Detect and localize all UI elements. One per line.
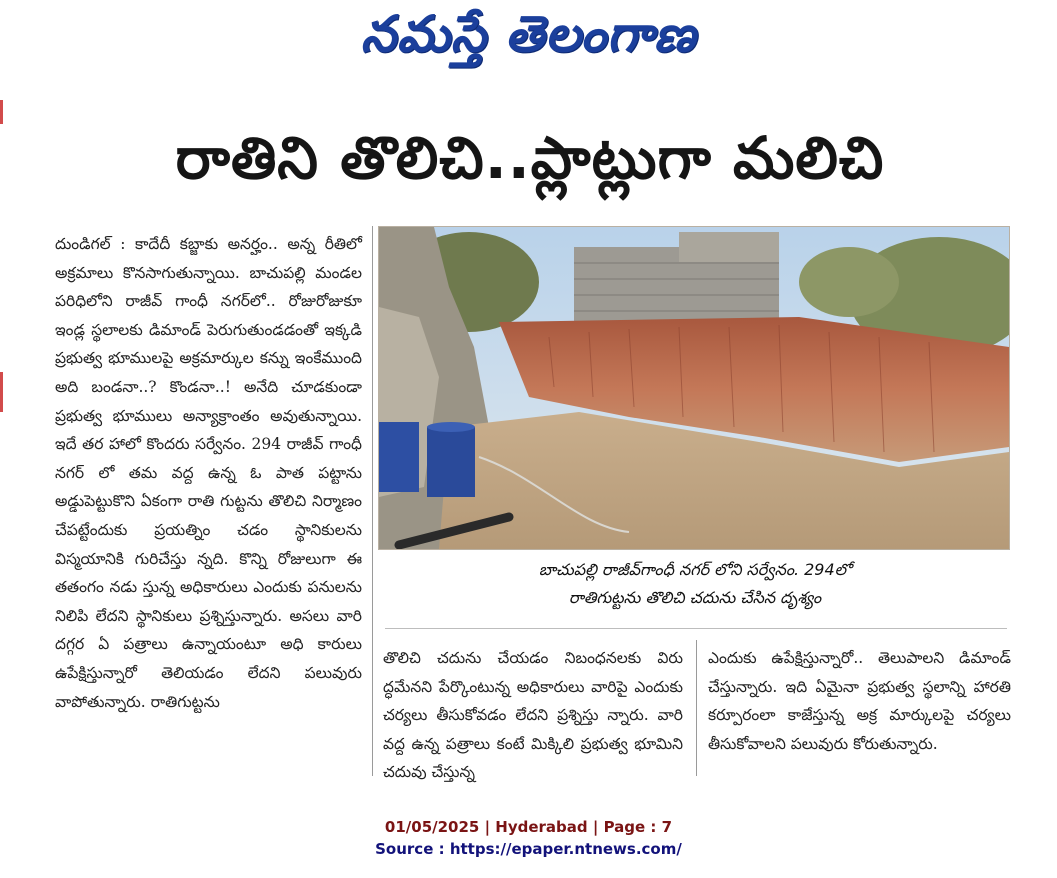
source-link[interactable]: Source : https://epaper.ntnews.com/ xyxy=(375,840,682,858)
column-rule xyxy=(372,226,373,776)
caption-divider xyxy=(385,628,1007,629)
page-edge-mark xyxy=(0,100,3,124)
photo-caption-line-1: బాచుపల్లి రాజీవ్‌గాంధీ నగర్ లోని సర్వేనం. 294లో xyxy=(538,560,852,579)
photo-caption-line-2: రాతిగుట్టను తొలిచి చదును చేసిన దృశ్యం xyxy=(568,588,822,607)
article-column-2: తొలిచి చదును చేయడం నిబంధనలకు విరు ద్ధమేనని పేర్కొంటున్న అధికారులు వారిపై ఎందుకు చర్యలు తీసుకోవడం లేదని ప్రశ్నిస్తు న్నారు. వారి వద్ద ఉన్న పత్రాలు కంటే మిక్కిలి ప్రభుత్వ భూమిని చదువు చేస్తున్న xyxy=(383,649,683,782)
article-column-1: దుండిగల్ : కాదేదీ కబ్జాకు అనర్హం.. అన్న రీతిలో అక్రమాలు కొనసాగుతున్నాయి. బాచుపల్లి మండల పరిధిలోని రాజీవ్ గాంధీ నగర్‌లో.. రోజురోజుకూ ఇండ్ల స్థలాలకు డిమాండ్ పెరుగుతుండడంతో ఇక్కడి ప్రభుత్వ భూములపై అక్రమార్కుల కన్ను ఇంకేముంది అది బండనా..? కొండనా..! అనేది చూడకుండా ప్రభుత్వ భూములు అన్యాక్రాంతం అవుతున్నాయి. ఇదే తర హాలో కొందరు సర్వేనం. 294 రాజీవ్ గాంధీ నగర్ లో తమ వద్ద ఉన్న ఓ పాత పట్టాను అడ్డుపెట్టుకొని ఏకంగా రాతి గుట్టను తొలిచి నిర్మాణం చేపట్టేందుకు ప్రయత్నిం చడం స్థానికులను విస్మయానికి గురిచేస్తు న్నది. కొన్ని రోజులుగా ఈ తతంగం నడు స్తున్న అధికారులు ఎందుకు పనులను నిలిపి లేదని స్థానికులు ప్రశ్నిస్తున్నారు. అసలు వారి దగ్గర ఏ పత్రాలు ఉన్నాయంటూ అధి కారులు ఉపేక్షిస్తున్నారో తెలియడం లేదని పలువురు వాపోతున్నారు. రాతిగుట్టను xyxy=(55,235,362,711)
masthead xyxy=(0,0,1057,80)
article-headline: రాతిని తొలిచి..ప్లాట్లుగా మలిచి xyxy=(175,124,885,192)
article-photo xyxy=(378,226,1010,550)
newspaper-title: నమస్తే తెలంగాణ xyxy=(360,4,697,63)
column-rule xyxy=(696,640,697,776)
page-edge-mark xyxy=(0,372,3,412)
photo-caption xyxy=(385,556,1005,612)
article-column-3: ఎందుకు ఉపేక్షిస్తున్నారో.. తెలుపాలని డిమాండ్ చేస్తున్నారు. ఇది ఏమైనా ప్రభుత్వ స్థలాన్ని హారతి కర్పూరంలా కాజేస్తున్న అక్ర మార్కులపై చర్యలు తీసుకోవాలని పలువురు కోరుతున్నారు. xyxy=(708,649,1011,753)
edition-info: 01/05/2025 | Hyderabad | Page : 7 xyxy=(384,818,673,836)
